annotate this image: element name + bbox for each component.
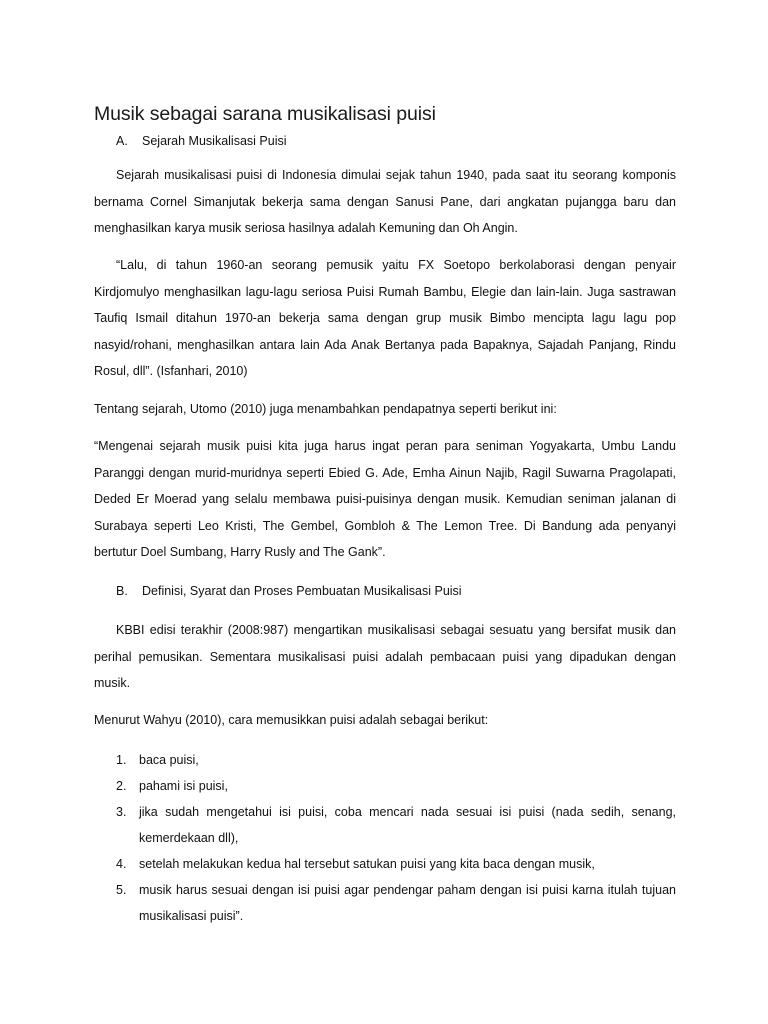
- page-title: Musik sebagai sarana musikalisasi puisi: [94, 103, 436, 126]
- section-label-a: Sejarah Musikalisasi Puisi: [142, 134, 287, 148]
- paragraph-kbbi-definition: KBBI edisi terakhir (2008:987) mengartikan musikalisasi sebagai sesuatu yang bersifat musik dan perihal pemusikan. Sementara musikalisasi puisi adalah pembacaan puisi yang dipadukan dengan musik.: [94, 623, 676, 690]
- list-item-number: 1.: [116, 753, 127, 767]
- list-item-number: 5.: [116, 883, 127, 897]
- list-item: [116, 799, 676, 851]
- list-item: [116, 877, 676, 929]
- section-heading-a: [116, 134, 287, 148]
- steps-list: [116, 747, 676, 929]
- section-heading-b: [116, 584, 462, 598]
- list-item-number: 3.: [116, 805, 127, 819]
- list-item: [116, 851, 676, 877]
- list-item-text: setelah melakukan kedua hal tersebut satukan puisi yang kita baca dengan musik,: [139, 857, 595, 871]
- paragraph-utomo-intro: Tentang sejarah, Utomo (2010) juga menambahkan pendapatnya seperti berikut ini:: [94, 402, 557, 416]
- paragraph-quote-isfanhari: “Lalu, di tahun 1960-an seorang pemusik yaitu FX Soetopo berkolaborasi dengan penyair Kirdjomulyo menghasilkan lagu-lagu seriosa Puisi Rumah Bambu, Elegie dan lain-lain. Juga sastrawan Taufiq Ismail ditahun 1970-an bekerja sama dengan grup musik Bimbo mencipta lagu lagu pop nasyid/rohani, menghasilkan antara lain Ada Anak Bertanya pada Bapaknya, Sajadah Panjang, Rindu Rosul, dll”. (Isfanhari, 2010): [94, 258, 676, 378]
- list-item-text: baca puisi,: [139, 753, 199, 767]
- list-item-text: pahami isi puisi,: [139, 779, 228, 793]
- paragraph-history-intro: Sejarah musikalisasi puisi di Indonesia dimulai sejak tahun 1940, pada saat itu seorang komponis bernama Cornel Simanjutak bekerja sama dengan Sanusi Pane, dari angkatan pujangga baru dan menghasilkan karya musik seriosa hasilnya adalah Kemuning dan Oh Angin.: [94, 168, 676, 235]
- section-marker-a: A.: [116, 134, 128, 148]
- list-item: [116, 773, 676, 799]
- list-item-number: 2.: [116, 779, 127, 793]
- paragraph-quote-utomo: “Mengenai sejarah musik puisi kita juga harus ingat peran para seniman Yogyakarta, Umbu Landu Paranggi dengan murid-muridnya seperti Ebied G. Ade, Emha Ainun Najib, Ragil Suwarna Pragolapati, Deded Er Moerad yang selalu membawa puisi-puisinya dengan musik. Kemudian seniman jalanan di Surabaya seperti Leo Kristi, The Gembel, Gombloh & The Lemon Tree. Di Bandung ada penyanyi bertutur Doel Sumbang, Harry Rusly and The Gank”.: [94, 439, 676, 559]
- section-label-b: Definisi, Syarat dan Proses Pembuatan Musikalisasi Puisi: [142, 584, 462, 598]
- list-item: [116, 747, 676, 773]
- section-marker-b: B.: [116, 584, 128, 598]
- list-item-number: 4.: [116, 857, 127, 871]
- list-item-text: musik harus sesuai dengan isi puisi agar pendengar paham dengan isi puisi karna itulah tujuan musikalisasi puisi”.: [139, 883, 676, 923]
- paragraph-wahyu-intro: Menurut Wahyu (2010), cara memusikkan puisi adalah sebagai berikut:: [94, 713, 489, 727]
- list-item-text: jika sudah mengetahui isi puisi, coba mencari nada sesuai isi puisi (nada sedih, senang, kemerdekaan dll),: [139, 805, 676, 845]
